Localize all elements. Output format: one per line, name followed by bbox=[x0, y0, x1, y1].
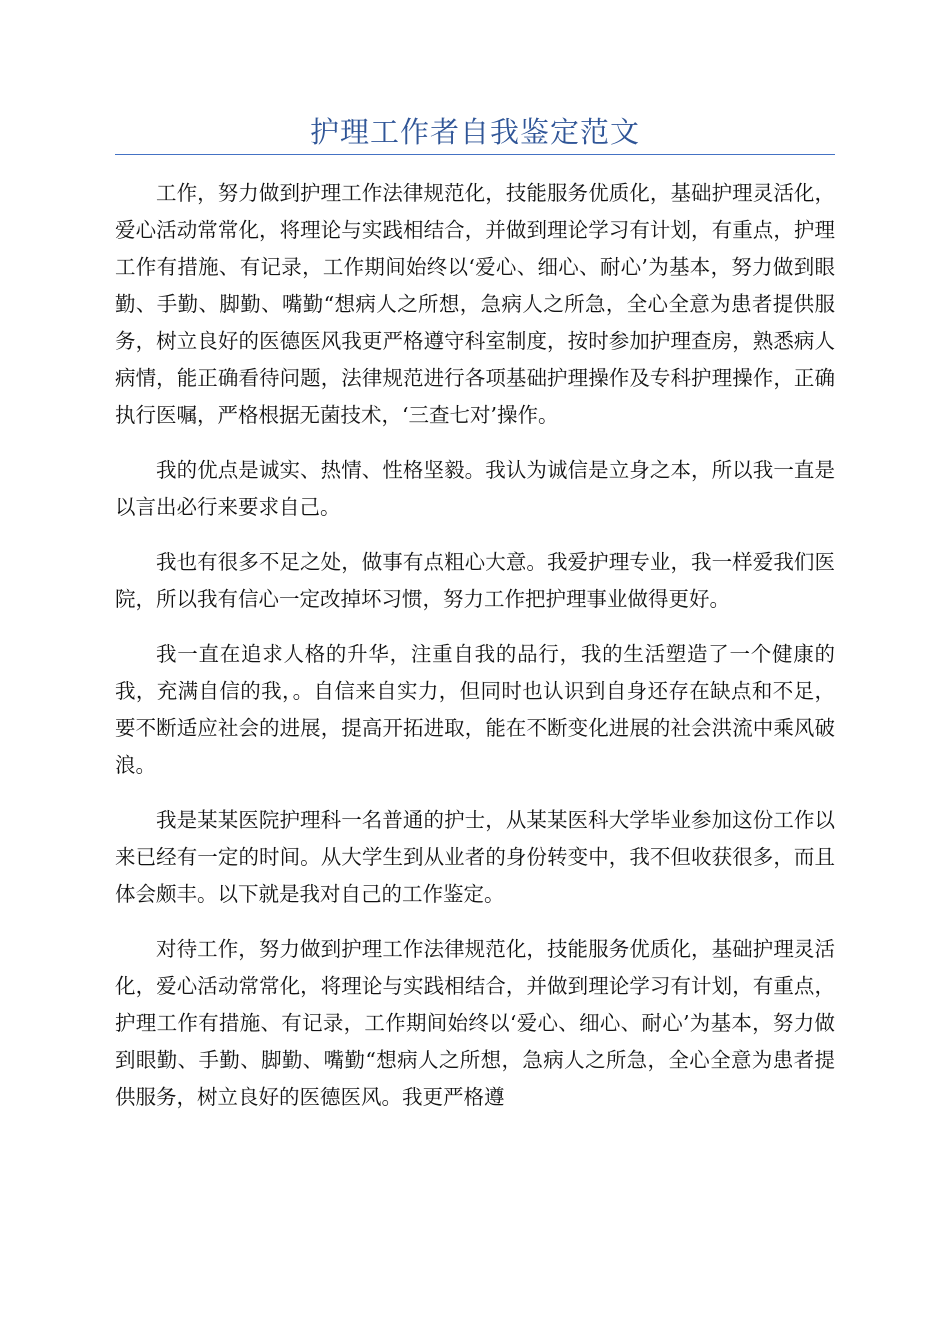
document-body bbox=[115, 175, 835, 1134]
paragraph-3: 我也有很多不足之处，做事有点粗心大意。我爱护理专业，我一样爱我们医院，所以我有信心一定改掉坏习惯，努力工作把护理事业做得更好。 bbox=[115, 550, 835, 611]
title-underline bbox=[115, 154, 835, 155]
paragraph-4: 我一直在追求人格的升华，注重自我的品行，我的生活塑造了一个健康的我，充满自信的我，。自信来自实力，但同时也认识到自身还存在缺点和不足，要不断适应社会的进展，提高开拓进取，能在不断变化进展的社会洪流中乘风破浪。 bbox=[115, 642, 835, 777]
document-title: 护理工作者自我鉴定范文 bbox=[309, 115, 640, 149]
paragraph-1: 工作，努力做到护理工作法律规范化，技能服务优质化，基础护理灵活化，爱心活动常常化，将理论与实践相结合，并做到理论学习有计划，有重点，护理工作有措施、有记录，工作期间始终以‘爱心、细心、耐心’为基本，努力做到眼勤、手勤、脚勤、嘴勤“想病人之所想，急病人之所急，全心全意为患者提供服务，树立良好的医德医风我更严格遵守科室制度，按时参加护理查房，熟悉病人病情，能正确看待问题，法律规范进行各项基础护理操作及专科护理操作，正确执行医嘱，严格根据无菌技术，‘三查七对’操作。 bbox=[115, 181, 835, 427]
paragraph-2: 我的优点是诚实、热情、性格坚毅。我认为诚信是立身之本，所以我一直是以言出必行来要求自己。 bbox=[115, 458, 835, 519]
paragraph-6: 对待工作，努力做到护理工作法律规范化，技能服务优质化，基础护理灵活化，爱心活动常常化，将理论与实践相结合，并做到理论学习有计划，有重点，护理工作有措施、有记录，工作期间始终以‘爱心、细心、耐心’为基本，努力做到眼勤、手勤、脚勤、嘴勤“想病人之所想，急病人之所急，全心全意为患者提供服务，树立良好的医德医风。我更严格遵 bbox=[115, 937, 835, 1109]
paragraph-5: 我是某某医院护理科一名普通的护士，从某某医科大学毕业参加这份工作以来已经有一定的时间。从大学生到从业者的身份转变中，我不但收获很多，而且体会颇丰。以下就是我对自己的工作鉴定。 bbox=[115, 808, 835, 906]
